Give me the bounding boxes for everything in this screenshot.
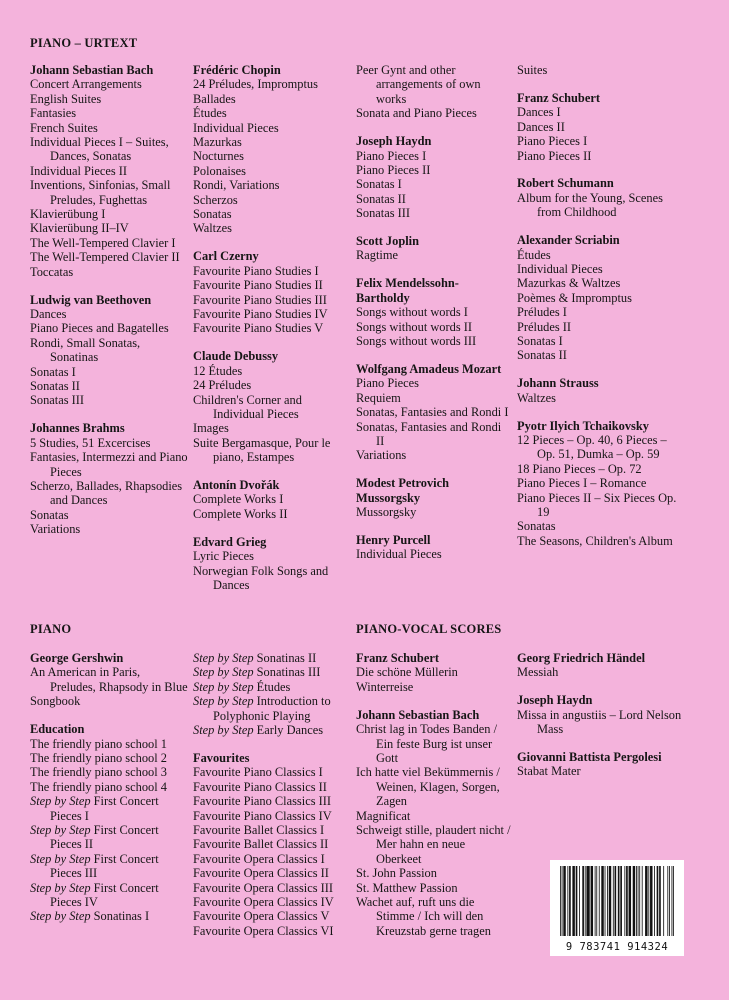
composer-name: Franz Schubert [517, 90, 600, 105]
composer-name: Johann Sebastian Bach [356, 707, 480, 722]
title-item: Songs without words II [356, 319, 472, 334]
title-item: The Seasons, Children's Album [517, 533, 673, 548]
title-item: 5 Studies, 51 Excercises [30, 435, 151, 450]
barcode-bar [595, 866, 596, 936]
title-item: Dances II [517, 119, 565, 134]
title-item: Suite Bergamasque, Pour le piano, Estampes [193, 435, 331, 465]
composer-entry-george-gershwin [30, 651, 188, 709]
barcode-bar [654, 866, 655, 936]
composer-name: Antonín Dvořák [193, 478, 280, 493]
title-item: 24 Préludes, Impromptus [193, 77, 318, 92]
title-item: Fantasies, Intermezzi and Piano Pieces [30, 450, 188, 479]
title-item [193, 866, 353, 880]
composer-entry-education [30, 722, 188, 924]
title-item: Ich hatte viel Bekümmernis / Weinen, Klagen, Sorgen, Zagen [356, 765, 500, 809]
composer-entry-joseph-haydn [356, 134, 512, 220]
title-item: Rondi, Small Sonatas, Sonatinas [30, 335, 141, 365]
composer-entry-joseph-haydn [517, 693, 687, 736]
series-label: Step by Step [30, 822, 91, 837]
composer-entry-giovanni-battista-pergolesi [517, 750, 687, 779]
title-item: Nocturnes [193, 149, 244, 164]
barcode-bar [605, 866, 606, 936]
title-item [30, 751, 188, 765]
title-item: Wachet auf, ruft uns die Stimme / Ich will den Kreuzstab gerne tragen [356, 895, 491, 938]
urtext-column-4 [517, 63, 687, 562]
composer-name: Edvard Grieg [193, 534, 267, 549]
composer-name: Carl Czerny [193, 249, 259, 264]
barcode-bars [560, 866, 674, 936]
title-item: Sonatas II [356, 191, 406, 206]
composer-entry-ludwig-van-beethoven [30, 293, 188, 408]
title-item: Peer Gynt and other arrangements of own works [356, 63, 481, 106]
barcode-bar [569, 866, 571, 936]
title-item: 12 Pieces – Op. 40, 6 Pieces – Op. 51, Dumka – Op. 59 [517, 433, 667, 462]
continued-entry [517, 63, 687, 77]
title-text: Sonatinas III [253, 665, 321, 680]
title-text: Introduction to Polyphonic Playing [213, 694, 331, 723]
barcode-bar [613, 866, 614, 936]
series-label: Step by Step [193, 723, 254, 738]
title-item: Ragtime [356, 248, 398, 263]
title-item [30, 780, 188, 794]
composer-name: Education [30, 722, 85, 737]
title-item: Favourite Piano Studies IV [193, 307, 328, 321]
title-item: Concert Arrangements [30, 77, 142, 92]
title-item: Piano Pieces I – Romance [517, 476, 647, 491]
title-item: Complete Works II [193, 506, 288, 521]
composer-name: Scott Joplin [356, 234, 419, 249]
title-item: Die schöne Müllerin [356, 665, 458, 680]
title-item: Songs without words III [356, 334, 477, 348]
title-item [30, 852, 188, 881]
series-label: Step by Step [193, 665, 254, 680]
title-item: Sonatas II [517, 348, 567, 363]
title-item: Études [517, 247, 551, 262]
composer-name: Alexander Scriabin [517, 233, 620, 248]
title-item [193, 852, 353, 866]
title-item: The Well-Tempered Clavier I [30, 235, 176, 250]
title-item: Mazurkas & Waltzes [517, 276, 621, 291]
title-item: Sonatas III [30, 393, 85, 408]
barcode-bar [650, 866, 652, 936]
barcode-bar [560, 866, 561, 936]
title-item [30, 765, 188, 779]
title-item: Ballades [193, 91, 236, 106]
title-item: Stabat Mater [517, 764, 581, 779]
title-item: Variations [30, 522, 81, 537]
continued-entry [356, 63, 512, 121]
composer-name: Robert Schumann [517, 176, 614, 191]
title-item: Préludes II [517, 319, 572, 334]
composer-name: Ludwig van Beethoven [30, 292, 152, 307]
title-item [30, 737, 188, 751]
title-item [193, 895, 353, 909]
barcode-bar [609, 866, 611, 936]
title-item [193, 837, 353, 851]
vocal-column-1 [356, 651, 512, 952]
title-item [193, 780, 353, 794]
composer-name: George Gershwin [30, 651, 124, 665]
title-item: Individual Pieces [356, 547, 442, 562]
title-text: Favourite Ballet Classics I [193, 822, 325, 837]
barcode-bar [618, 866, 620, 936]
title-item: Mazurkas [193, 135, 242, 150]
title-text: Sonatinas II [253, 651, 317, 665]
title-item: Piano Pieces II – Six Pieces Op. 19 [517, 490, 677, 520]
continued-entry [193, 651, 353, 737]
barcode-bar [563, 866, 565, 936]
title-item: Individual Pieces [517, 261, 603, 276]
barcode-bar [607, 866, 608, 936]
title-text: First Concert Pieces IV [50, 880, 159, 909]
barcode-bar [596, 866, 597, 936]
section-heading-urtext: PIANO – URTEXT [30, 36, 138, 50]
barcode-bar [636, 866, 637, 936]
title-item: Images [193, 421, 229, 436]
title-item: Favourite Piano Studies III [193, 292, 327, 307]
barcode-bar [645, 866, 647, 936]
title-item: St. Matthew Passion [356, 880, 458, 895]
barcode-bar [629, 866, 631, 936]
title-item: Favourite Piano Studies II [193, 278, 323, 293]
title-item: Magnificat [356, 808, 411, 823]
title-item: English Suites [30, 91, 102, 106]
title-item: Préludes I [517, 305, 567, 320]
title-item: Dances [30, 307, 67, 321]
title-item [193, 909, 353, 923]
title-text: First Concert Pieces II [50, 822, 159, 852]
composer-name: Giovanni Battista Pergolesi [517, 750, 662, 765]
series-label: Step by Step [193, 651, 254, 665]
title-item: Requiem [356, 390, 401, 405]
composer-entry-claude-debussy [193, 349, 353, 464]
title-item [30, 909, 188, 923]
title-item: Piano Pieces and Bagatelles [30, 321, 169, 336]
composer-entry-favourites [193, 751, 353, 938]
composer-entry-felix-mendelssohn-bartholdy [356, 276, 512, 348]
barcode-bar [591, 866, 593, 936]
title-item: The Well-Tempered Clavier II [30, 250, 180, 265]
composer-name: Claude Debussy [193, 349, 279, 364]
barcode-bar [638, 866, 639, 936]
composer-entry-johann-strauss [517, 376, 687, 405]
isbn-barcode [550, 860, 684, 956]
composer-entry-johann-sebastian-bach [30, 63, 188, 279]
barcode-bar [572, 866, 574, 936]
title-item: Poèmes & Impromptus [517, 290, 632, 305]
title-item: Polonaises [193, 163, 247, 178]
title-text: Études [253, 679, 291, 694]
composer-name: Johann Strauss [517, 376, 599, 391]
composer-name: Henry Purcell [356, 532, 431, 547]
title-item: Suites [517, 63, 548, 77]
composer-name: Modest Petrovich Mussorgsky [356, 476, 450, 505]
title-item: Missa in angustiis – Lord Nelson Mass [517, 707, 682, 737]
composer-name: Johann Sebastian Bach [30, 63, 154, 77]
title-item: Fantasies [30, 106, 77, 121]
barcode-bar [669, 866, 670, 936]
title-item: Favourite Piano Studies V [193, 321, 324, 336]
composer-name: Wolfgang Amadeus Mozart [356, 361, 502, 376]
title-text: Sonatinas I [90, 909, 150, 924]
title-text: Favourite Piano Classics II [193, 779, 327, 794]
title-item [193, 651, 353, 665]
title-item: 18 Piano Pieces – Op. 72 [517, 461, 642, 476]
title-text: Favourite Opera Classics V [193, 909, 330, 924]
composer-name: Franz Schubert [356, 651, 439, 665]
title-item: Sonatas [193, 207, 232, 222]
composer-name: Joseph Haydn [517, 693, 593, 708]
barcode-bar [626, 866, 628, 936]
title-text: The friendly piano school 4 [30, 779, 167, 794]
title-text: Favourite Piano Classics III [193, 794, 331, 809]
title-item: Waltzes [517, 390, 556, 405]
barcode-number: 9 783741 914324 [565, 941, 669, 953]
title-item: Lyric Pieces [193, 549, 254, 564]
series-label: Step by Step [30, 909, 91, 924]
title-item [30, 694, 188, 708]
barcode-bar [562, 866, 563, 936]
title-item: St. John Passion [356, 866, 437, 881]
title-text: Favourite Opera Classics III [193, 880, 334, 895]
series-label: Step by Step [30, 794, 91, 809]
barcode-bar [615, 866, 617, 936]
section-heading-piano: PIANO [30, 622, 72, 636]
composer-name: Joseph Haydn [356, 134, 432, 149]
title-item: Children's Corner and Individual Pieces [193, 392, 302, 421]
title-item: Inventions, Sinfonias, Small Preludes, Fughettas [30, 178, 171, 207]
title-item: Sonatas I [30, 364, 76, 379]
vocal-column-2 [517, 651, 687, 792]
title-text: First Concert Pieces III [50, 851, 159, 881]
title-item: 12 Études [193, 363, 243, 378]
title-item: Klavierübung II–IV [30, 221, 129, 236]
title-item: Sonatas [517, 519, 556, 534]
composer-entry-wolfgang-amadeus-mozart [356, 362, 512, 463]
composer-entry-alexander-scriabin [517, 233, 687, 363]
title-item [30, 881, 188, 910]
barcode-bar [672, 866, 673, 936]
title-item: Schweigt stille, plaudert nicht / Mer hahn en neue Oberkeet [356, 822, 511, 866]
composer-name: Favourites [193, 750, 250, 765]
title-item: Études [193, 106, 227, 121]
barcode-bar [648, 866, 649, 936]
barcode-bar [585, 866, 586, 936]
composer-entry-modest-petrovich-mussorgsky [356, 476, 512, 519]
title-item: 24 Préludes [193, 378, 252, 393]
title-item: Songs without words I [356, 305, 468, 320]
barcode-bar [667, 866, 668, 936]
barcode-bar [579, 866, 580, 936]
title-item: Klavierübung I [30, 207, 106, 222]
composer-entry-georg-friedrich-handel [517, 651, 687, 680]
section-heading-piano-vocal: PIANO-VOCAL SCORES [356, 622, 502, 636]
title-item: Individual Pieces I – Suites, Dances, Sonatas [30, 135, 169, 164]
title-text: Early Dances [253, 723, 324, 738]
title-item: Piano Pieces II [356, 162, 431, 177]
title-item: Piano Pieces I [517, 134, 588, 149]
title-item: French Suites [30, 120, 98, 135]
barcode-bar [601, 866, 603, 936]
composer-entry-carl-czerny [193, 249, 353, 335]
composer-entry-pyotr-ilyich-tchaikovsky [517, 419, 687, 549]
title-item: Norwegian Folk Songs and Dances [193, 563, 329, 592]
title-item: Messiah [517, 665, 559, 680]
barcode-bar [659, 866, 661, 936]
piano-column-1 [30, 651, 188, 937]
composer-entry-henry-purcell [356, 533, 512, 562]
title-item: Rondi, Variations [193, 178, 280, 193]
title-item: Sonatas [30, 507, 69, 522]
title-text: Favourite Opera Classics VI [193, 923, 334, 938]
barcode-bar [663, 866, 664, 936]
barcode-bar [673, 866, 674, 936]
title-item [30, 665, 188, 694]
title-text: The friendly piano school 2 [30, 750, 167, 765]
title-item [193, 680, 353, 694]
composer-entry-franz-schubert [356, 651, 512, 694]
title-text: Songbook [30, 694, 81, 709]
title-item: Piano Pieces [356, 376, 419, 391]
title-item: Sonatas, Fantasies and Rondi II [356, 419, 502, 448]
piano-column-2 [193, 651, 353, 952]
series-label: Step by Step [30, 851, 91, 866]
composer-name: Johannes Brahms [30, 421, 125, 436]
title-item [193, 765, 353, 779]
title-item [193, 794, 353, 808]
title-item: Piano Pieces II [517, 148, 592, 163]
barcode-bar [582, 866, 584, 936]
title-text: Favourite Opera Classics II [193, 866, 329, 881]
composer-entry-frederic-chopin [193, 63, 353, 236]
title-item [193, 723, 353, 737]
title-item: Piano Pieces I [356, 148, 427, 163]
title-item: Scherzo, Ballades, Rhapsodies and Dances [30, 478, 183, 508]
title-item: Variations [356, 448, 407, 463]
barcode-bar [639, 866, 640, 936]
series-label: Step by Step [193, 694, 254, 709]
title-item: Favourite Piano Studies I [193, 263, 319, 278]
title-item [193, 694, 353, 723]
title-text: The friendly piano school 3 [30, 765, 167, 780]
title-item [193, 665, 353, 679]
composer-name: Pyotr Ilyich Tchaikovsky [517, 418, 649, 433]
barcode-bar [599, 866, 600, 936]
composer-entry-robert-schumann [517, 176, 687, 219]
barcode-bar [633, 866, 635, 936]
title-item: Dances I [517, 105, 561, 120]
composer-entry-franz-schubert [517, 91, 687, 163]
title-item: Sonatas I [517, 334, 563, 348]
title-text: An American in Paris, Preludes, Rhapsody in Blue [30, 665, 188, 694]
title-item: Sonatas II [30, 379, 80, 394]
title-item [193, 809, 353, 823]
title-item: Toccatas [30, 264, 74, 279]
composer-name: Felix Mendelssohn-Bartholdy [356, 276, 459, 305]
urtext-column-1 [30, 63, 188, 550]
title-item: Sonatas, Fantasies and Rondi I [356, 405, 509, 420]
title-item: Complete Works I [193, 492, 284, 507]
title-text: Favourite Ballet Classics II [193, 837, 329, 852]
title-text: Favourite Opera Classics I [193, 851, 325, 866]
series-label: Step by Step [193, 679, 254, 694]
title-item: Album for the Young, Scenes from Childhood [517, 190, 663, 220]
title-item: Scherzos [193, 192, 238, 207]
title-text: Favourite Piano Classics IV [193, 808, 332, 823]
title-item: Individual Pieces [193, 120, 279, 135]
barcode-bar [624, 866, 625, 936]
title-item [193, 881, 353, 895]
composer-name: Frédéric Chopin [193, 63, 281, 77]
title-item: Sonatas I [356, 177, 402, 192]
title-text: First Concert Pieces I [50, 794, 159, 823]
title-item: Christ lag in Todes Banden / Ein feste Burg ist unser Gott [356, 722, 498, 765]
title-item: Winterreise [356, 679, 414, 694]
title-item: Sonata and Piano Pieces [356, 106, 477, 121]
barcode-bar [657, 866, 659, 936]
barcode-bar [576, 866, 578, 936]
title-item [30, 823, 188, 852]
title-text: The friendly piano school 1 [30, 736, 167, 751]
barcode-bar [586, 866, 589, 936]
barcode-bar [620, 866, 622, 936]
title-item [193, 924, 353, 938]
title-item: Mussorgsky [356, 505, 417, 520]
composer-name: Georg Friedrich Händel [517, 651, 646, 665]
composer-entry-johann-sebastian-bach [356, 708, 512, 939]
series-label: Step by Step [30, 880, 91, 895]
composer-entry-johannes-brahms [30, 421, 188, 536]
composer-entry-edvard-grieg [193, 535, 353, 593]
barcode-bar [642, 866, 643, 936]
barcode-bar [567, 866, 568, 936]
title-item: Sonatas III [356, 206, 411, 221]
composer-entry-antonin-dvorak [193, 478, 353, 521]
urtext-column-3 [356, 63, 512, 575]
title-text: Favourite Piano Classics I [193, 765, 323, 780]
title-text: Favourite Opera Classics IV [193, 895, 334, 909]
title-item [193, 823, 353, 837]
title-item [30, 794, 188, 823]
composer-entry-scott-joplin [356, 234, 512, 263]
urtext-column-2 [193, 63, 353, 606]
title-item: Waltzes [193, 221, 232, 236]
title-item: Individual Pieces II [30, 163, 128, 178]
